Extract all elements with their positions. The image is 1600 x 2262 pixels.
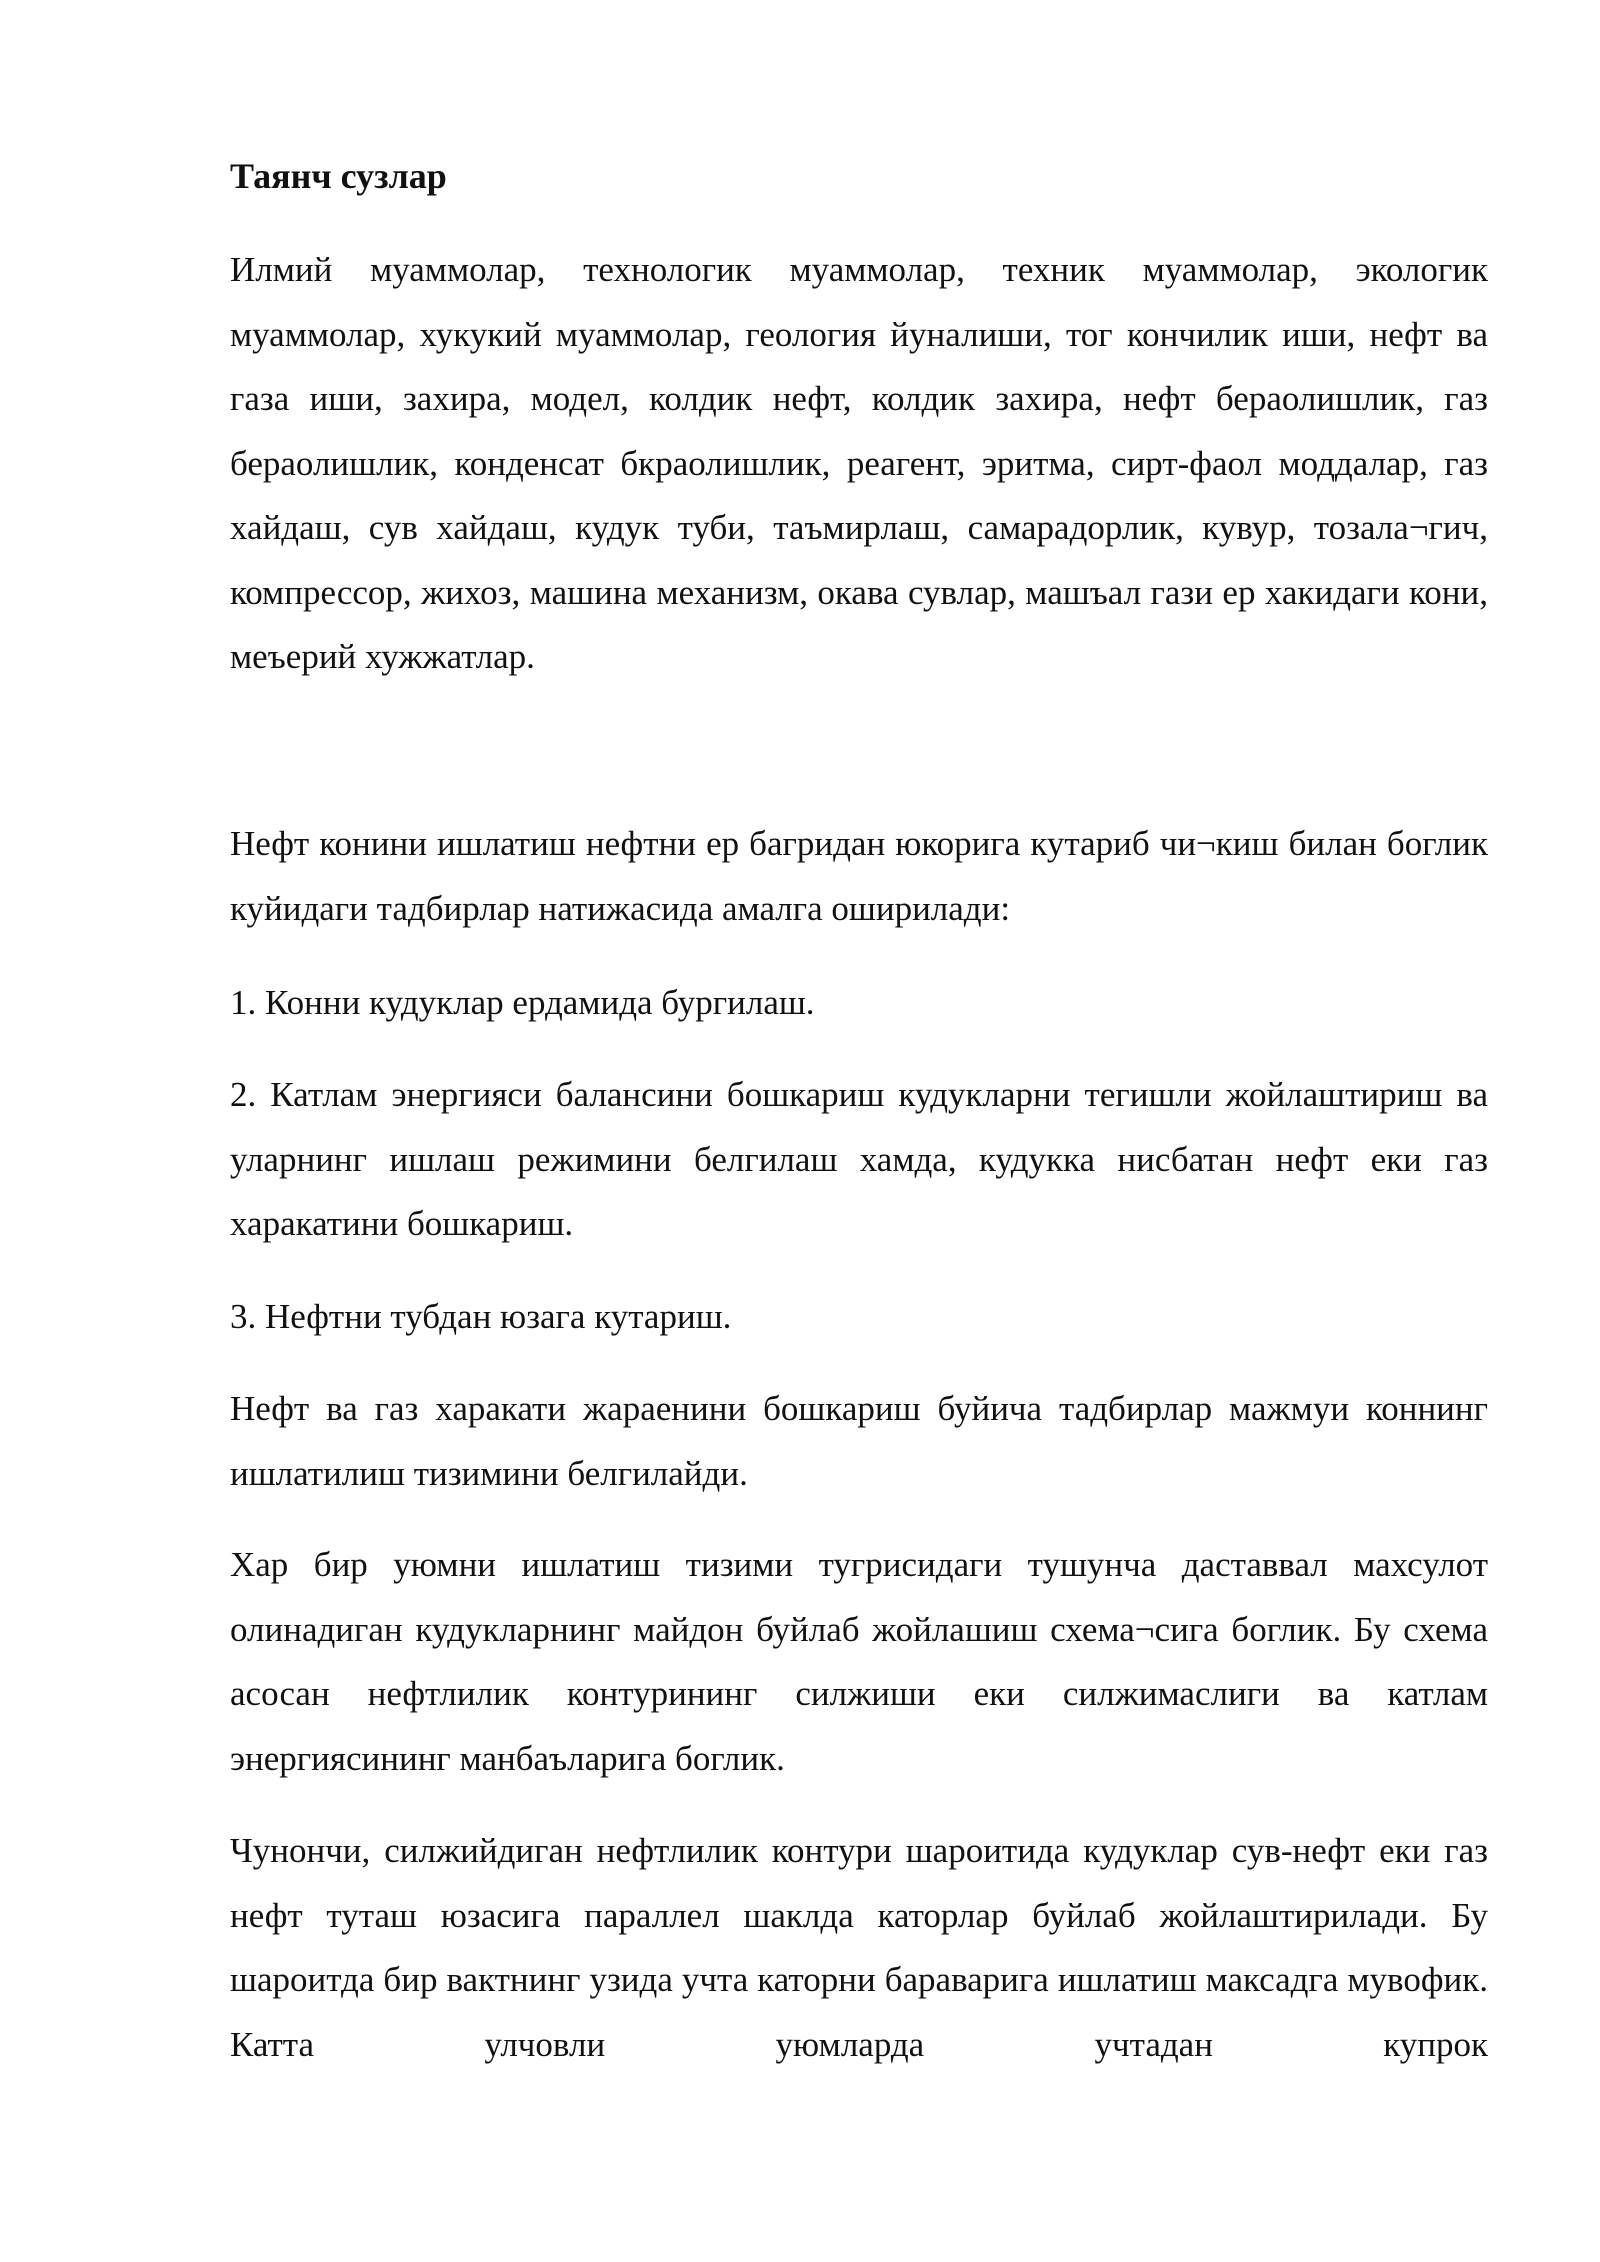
list-item-1: 1. Конни кудуклар ердамида бургилаш.	[230, 983, 815, 1022]
scheme-paragraph: Хар бир уюмни ишлатиш тизими тугрисидаги тушунча даставвал махсулот олинадиган кудукларнинг майдон буйлаб жойлашиш схема¬сига боглик. Бу схема асосан нефтлилик контурининг силжиши еки силжимаслиги ва катлам энергиясининг манбаъларига боглик.	[230, 1545, 1488, 1778]
keywords-paragraph: Илмий муаммолар, технологик муаммолар, техник муаммолар, экологик муаммолар, хукукий муаммолар, геология йуналиши, тог кончилик иши, нефт ва газа иши, захира, модел, колдик нефт, колдик захира, нефт бераолишлик, газ бераолишлик, конденсат бкраолишлик, реагент, эритма, сирт-фаол моддалар, газ хайдаш, сув хайдаш, кудук туби, таъмирлаш, самарадорлик, кувур, тозала¬гич, компрессор, жихоз, машина механизм, окава сувлар, машъал гази ер хакидаги кони, меъерий хужжатлар.	[230, 250, 1488, 676]
list-item-3: 3. Нефтни тубдан юзага кутариш.	[230, 1297, 732, 1336]
list-item-2: 2. Катлам энергияси балансини бошкариш кудукларни тегишли жойлаштириш ва уларнинг ишлаш режимини белгилаш хамда, кудукка нисбатан нефт еки газ харакатини бошкариш.	[230, 1075, 1488, 1243]
intro-paragraph: Нефт конини ишлатиш нефтни ер багридан юкорига кутариб чи¬киш билан боглик куйидаги тадбирлар натижасида амалга оширилади:	[230, 824, 1488, 928]
section-heading: Таянч сузлар	[230, 156, 447, 196]
example-paragraph: Чунончи, силжийдиган нефтлилик контури шароитида кудуклар сув-нефт еки газ нефт туташ юзасига параллел шаклда каторлар буйлаб жойлаштирилади. Бу шароитда бир вактнинг узида учта каторни бараварига ишлатиш максадга мувофик. Катта улчовли уюмларда учтадан купрок	[230, 1831, 1488, 2064]
system-paragraph: Нефт ва газ харакати жараенини бошкариш буйича тадбирлар мажмуи коннинг ишлатилиш тизимини белгилайди.	[230, 1389, 1488, 1493]
